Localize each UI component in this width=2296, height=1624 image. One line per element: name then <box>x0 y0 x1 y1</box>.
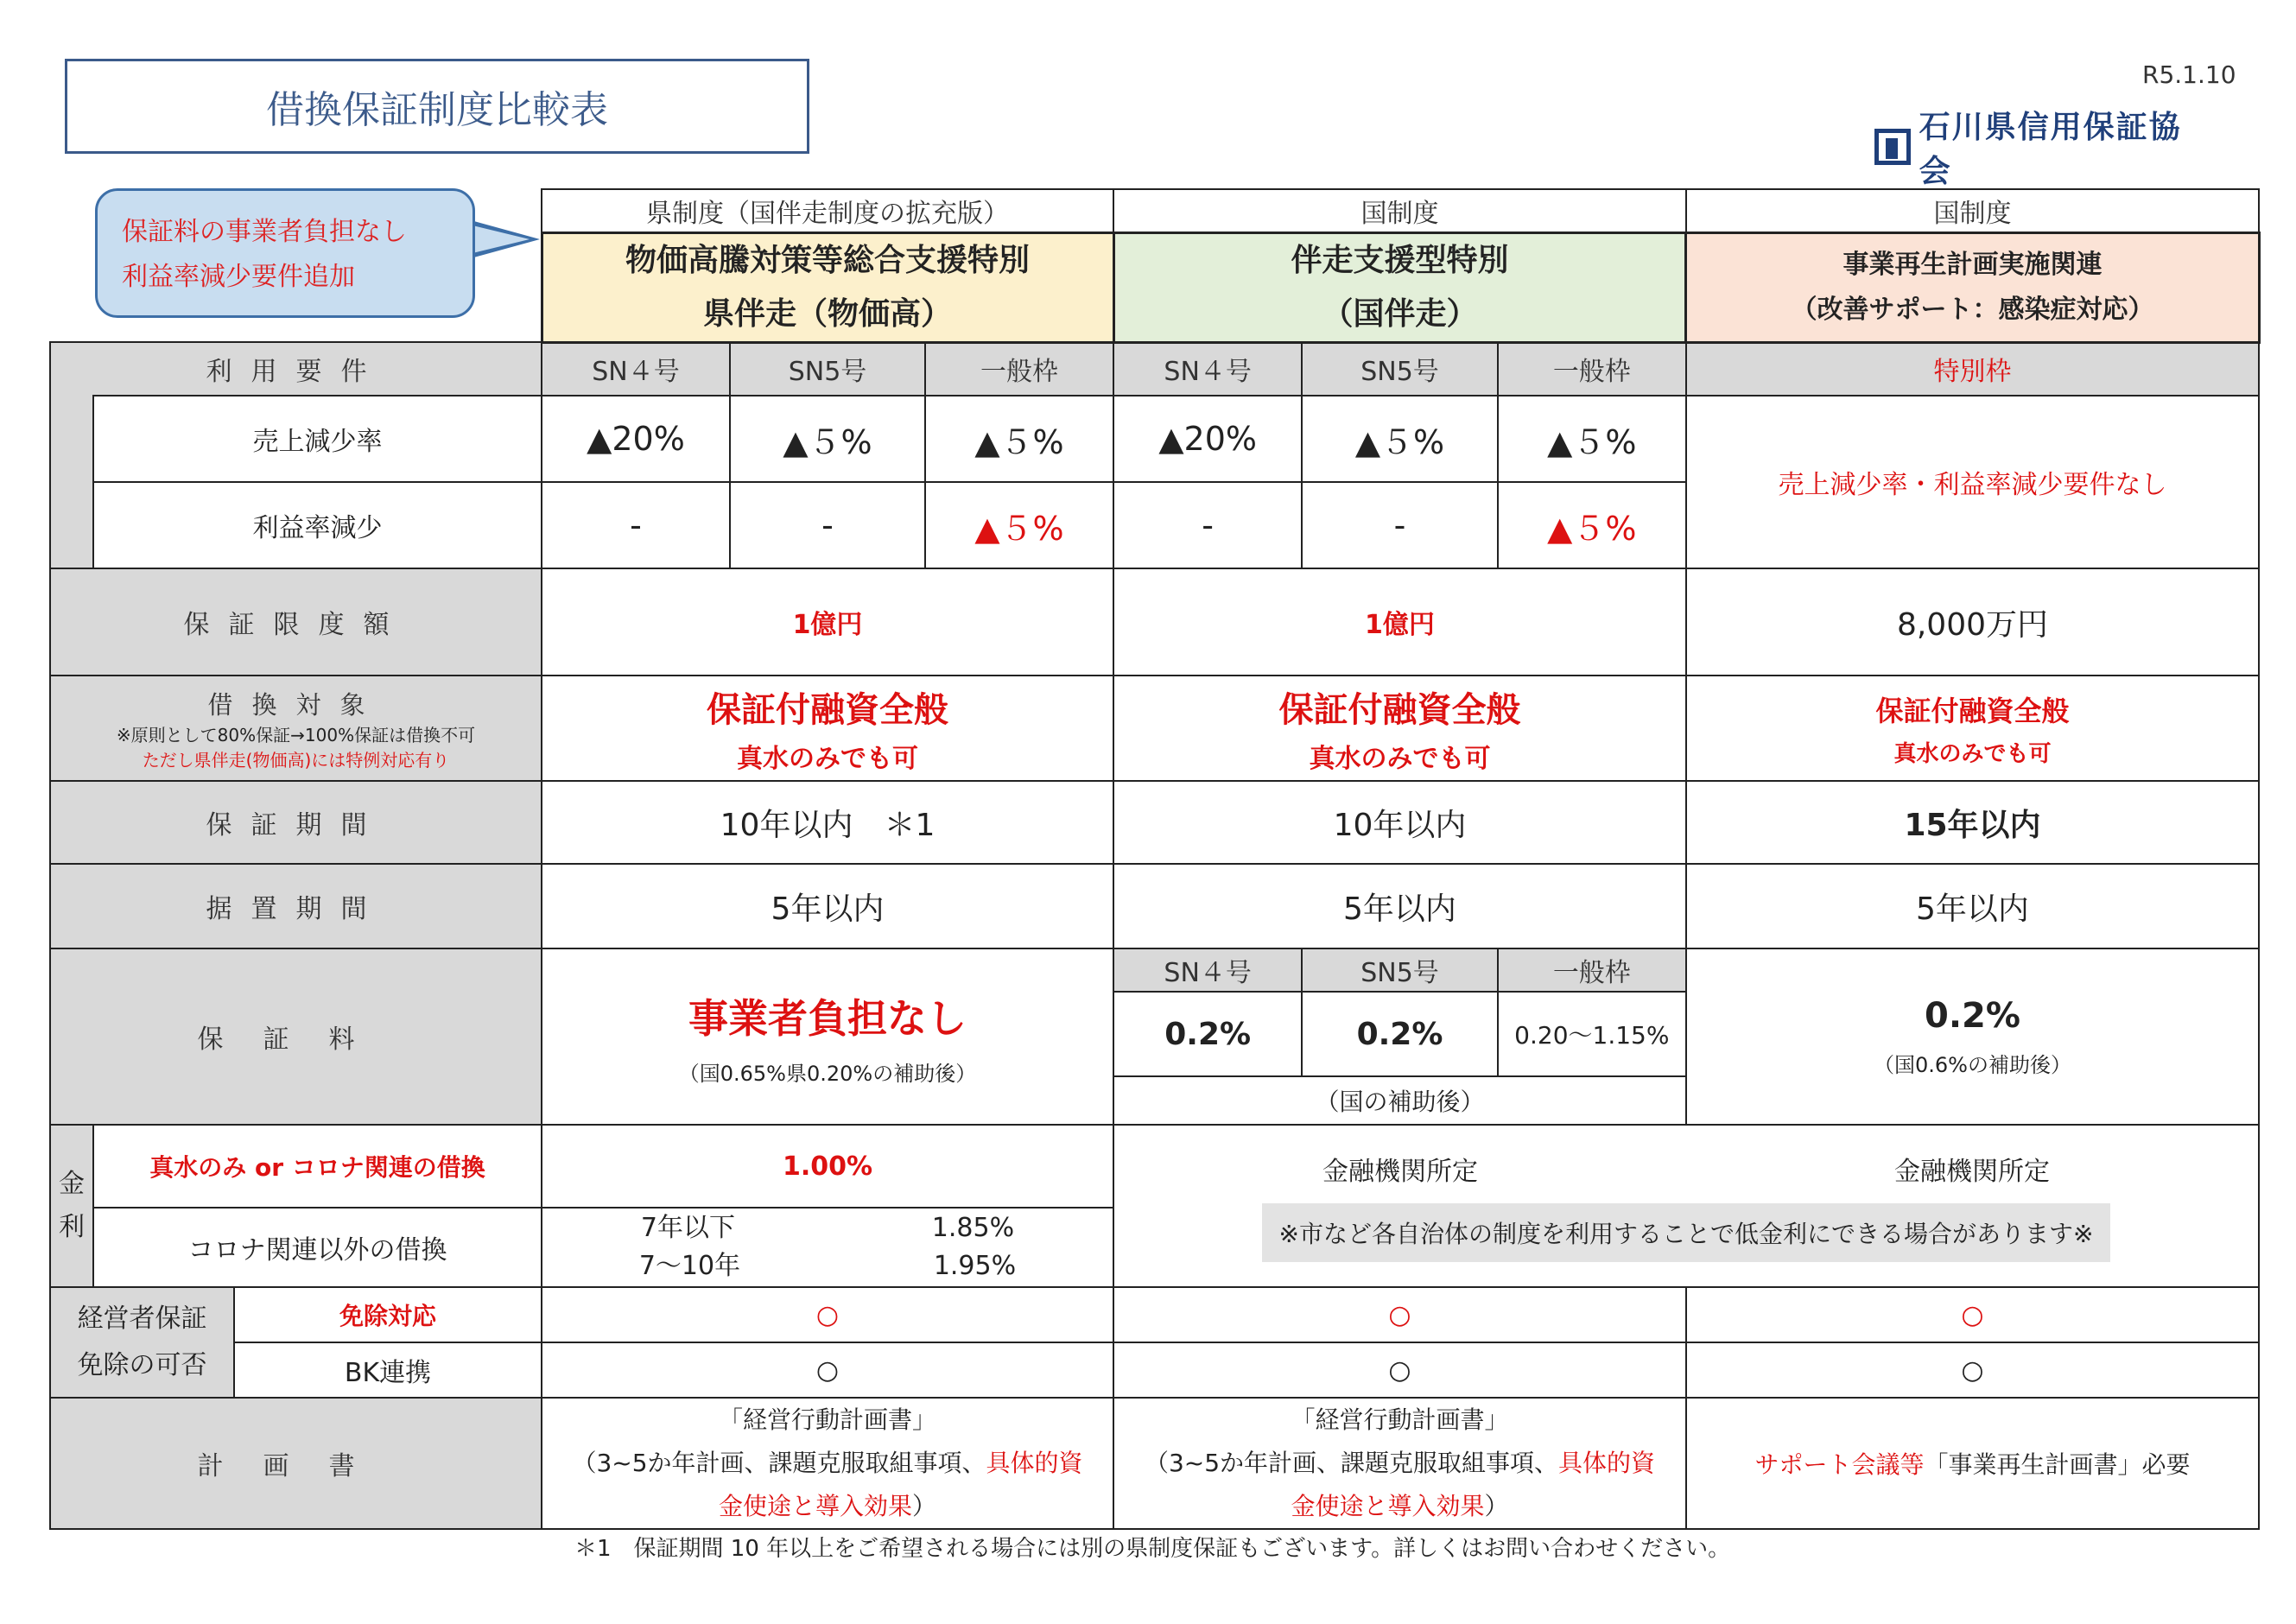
limit-value: 1億円 <box>1113 568 1686 676</box>
profit-decline-label: 利益率減少 <box>93 482 542 568</box>
callout-line: 保証料の事業者負担なし <box>122 217 407 247</box>
sales-decline-value: ▲５% <box>925 396 1113 482</box>
interest-note: ※市など各自治体の制度を利用することで低金利にできる場合があります※ <box>1262 1203 2111 1262</box>
row-label-grace: 据置期間 <box>50 864 542 948</box>
guarantor-exempt-mark: ○ <box>1686 1287 2259 1342</box>
interest-sub2-label: コロナ関連以外の借換 <box>93 1208 542 1287</box>
grace-value: 5年以内 <box>542 864 1113 948</box>
row-label-guarantor: 経営者保証 免除の可否 <box>50 1287 234 1398</box>
term-value: 10年以内 <box>1113 781 1686 864</box>
org-logo-icon <box>1874 129 1911 165</box>
col2-name: 伴走支援型特別 （国伴走） <box>1113 232 1686 342</box>
req-sub-header: 一般枠 <box>1498 342 1686 396</box>
sales-decline-label: 売上減少率 <box>93 396 542 482</box>
org-name: 石川県信用保証協会 <box>1919 110 2182 189</box>
req-sub-header: SN４号 <box>1113 342 1302 396</box>
document-date: R5.1.10 <box>2142 60 2236 89</box>
col1-name: 物価高騰対策等総合支援特別 県伴走（物価高） <box>542 232 1113 342</box>
profit-decline-value: ▲５% <box>1498 482 1686 568</box>
fee-sub-header: SN４号 <box>1113 948 1302 992</box>
sales-decline-value: ▲５% <box>730 396 925 482</box>
req-sub-header: SN5号 <box>730 342 925 396</box>
plan-col1: 「経営行動計画書」 （3~5か年計画、課題克服取組事項、具体的資 金使途と導入効果） <box>542 1398 1113 1529</box>
fee-value: 0.20～1.15% <box>1498 992 1686 1076</box>
sales-decline-value: ▲５% <box>1498 396 1686 482</box>
fee-value: 0.2% <box>1302 992 1497 1076</box>
term-value: 10年以内 ＊1 <box>542 781 1113 864</box>
interest-col1-other: 7年以下 1.85% 7～10年 1.95% <box>542 1208 1113 1287</box>
fee-sub-header: SN5号 <box>1302 948 1497 992</box>
req-sub-header: SN5号 <box>1302 342 1497 396</box>
refinance-value: 保証付融資全般 真水のみでも可 <box>1113 676 1686 781</box>
limit-value: 8,000万円 <box>1686 568 2259 676</box>
term-value: 15年以内 <box>1686 781 2259 864</box>
profit-decline-value: - <box>1113 482 1302 568</box>
promo-callout <box>95 188 475 318</box>
guarantor-exempt-mark: ○ <box>542 1287 1113 1342</box>
callout-tail-fill <box>469 225 530 254</box>
profit-decline-value: ▲５% <box>925 482 1113 568</box>
refinance-value: 保証付融資全般 真水のみでも可 <box>542 676 1113 781</box>
req-special-header: 特別枠 <box>1686 342 2259 396</box>
sales-decline-value: ▲20% <box>1113 396 1302 482</box>
fee-col3: 0.2% （国0.6%の補助後） <box>1686 948 2259 1125</box>
row-label-limit: 保証限度額 <box>50 568 542 676</box>
col3-name: 事業再生計画実施関連 （改善サポート：感染症対応） <box>1686 232 2259 342</box>
guarantor-bk-mark: ○ <box>1686 1342 2259 1398</box>
profit-decline-value: - <box>1302 482 1497 568</box>
sales-decline-value: ▲５% <box>1302 396 1497 482</box>
comparison-table <box>49 188 2261 1530</box>
footnote: ＊1 保証期間 10 年以上をご希望される場合には別の県制度保証もございます。詳しくはお問い合わせください。 <box>574 1536 1731 1562</box>
refinance-value: 保証付融資全般 真水のみでも可 <box>1686 676 2259 781</box>
guarantor-sub1-label: 免除対応 <box>234 1287 542 1342</box>
interest-bank-cell: 金融機関所定 金融機関所定 ※市など各自治体の制度を利用することで低金利にできる場合があります※ <box>1113 1125 2259 1287</box>
fee-col2-note: （国の補助後） <box>1113 1076 1686 1125</box>
limit-value: 1億円 <box>542 568 1113 676</box>
col1-system: 県制度（国伴走制度の拡充版） <box>542 189 1113 232</box>
profit-decline-value: - <box>542 482 730 568</box>
col3-requirement-note: 売上減少率・利益率減少要件なし <box>1686 396 2259 568</box>
row-label-refinance: 借換対象 ※原則として80%保証→100%保証は借換不可 ただし県伴走(物価高)には特例対応有り <box>50 676 542 781</box>
plan-col2: 「経営行動計画書」 （3~5か年計画、課題克服取組事項、具体的資 金使途と導入効果） <box>1113 1398 1686 1529</box>
row-label-interest: 金 利 <box>50 1125 93 1287</box>
grace-value: 5年以内 <box>1686 864 2259 948</box>
fee-value: 0.2% <box>1113 992 1302 1076</box>
guarantor-sub2-label: BK連携 <box>234 1342 542 1398</box>
row-label-term: 保証期間 <box>50 781 542 864</box>
fee-sub-header: 一般枠 <box>1498 948 1686 992</box>
callout-line: 利益率減少要件追加 <box>122 262 355 292</box>
col3-system: 国制度 <box>1686 189 2259 232</box>
guarantor-exempt-mark: ○ <box>1113 1287 1686 1342</box>
row-label-plan: 計画書 <box>50 1398 542 1529</box>
row-label-requirements: 利用要件 <box>50 342 542 396</box>
org-logo <box>1874 110 2211 189</box>
fee-col1: 事業者負担なし （国0.65%県0.20%の補助後） <box>542 948 1113 1125</box>
profit-decline-value: - <box>730 482 925 568</box>
req-sub-header: SN４号 <box>542 342 730 396</box>
sales-decline-value: ▲20% <box>542 396 730 482</box>
guarantor-bk-mark: ○ <box>1113 1342 1686 1398</box>
req-sub-header: 一般枠 <box>925 342 1113 396</box>
interest-col1-rate: 1.00% <box>542 1125 1113 1208</box>
interest-sub1-label: 真水のみ or コロナ関連の借換 <box>93 1125 542 1208</box>
guarantor-bk-mark: ○ <box>542 1342 1113 1398</box>
row-label-fee: 保証料 <box>50 948 542 1125</box>
grace-value: 5年以内 <box>1113 864 1686 948</box>
plan-col3: サポート会議等「事業再生計画書」必要 <box>1686 1398 2259 1529</box>
col2-system: 国制度 <box>1113 189 1686 232</box>
page-title: 借換保証制度比較表 <box>65 59 809 154</box>
